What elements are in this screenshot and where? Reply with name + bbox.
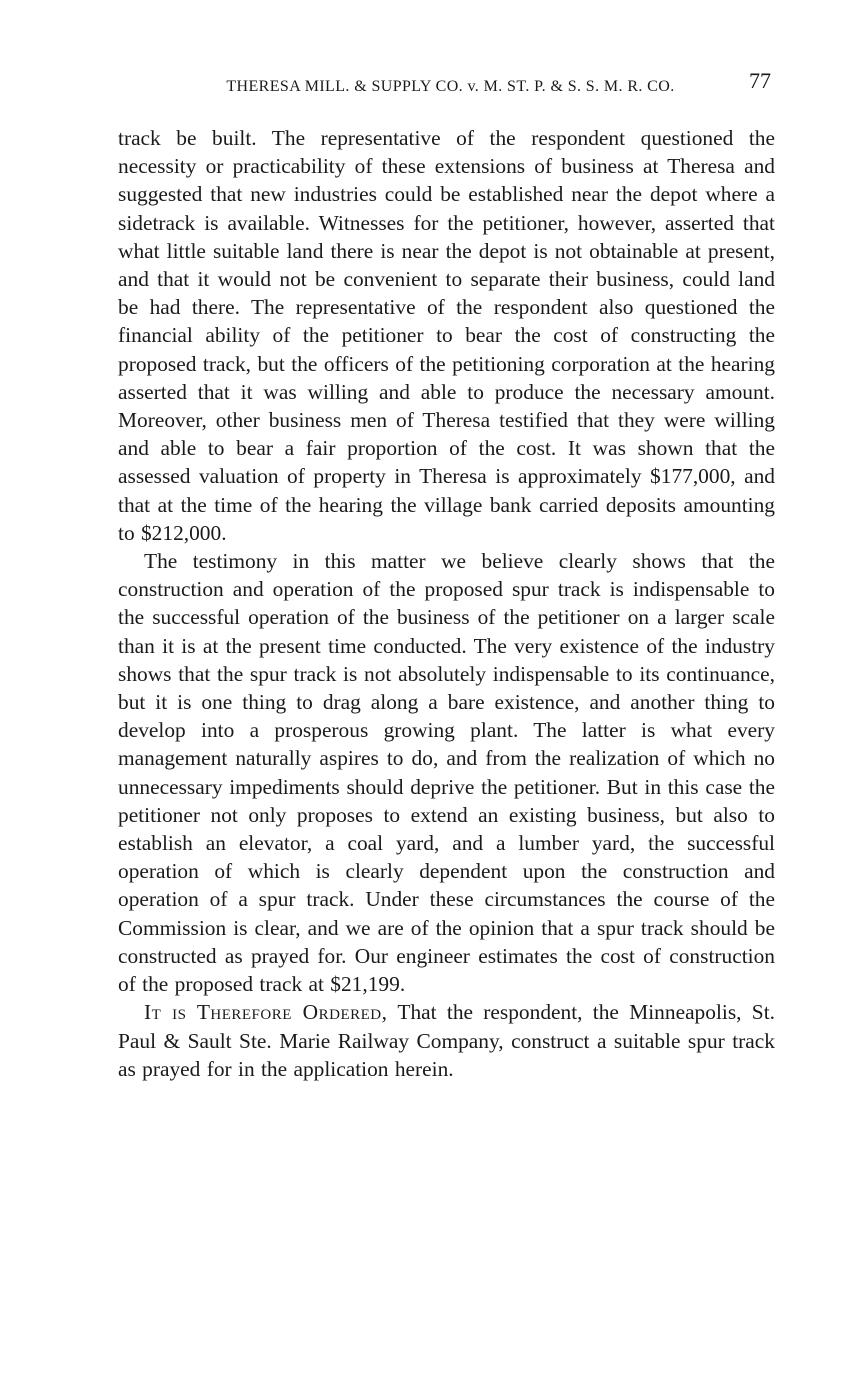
running-head-title: THERESA MILL. & SUPPLY CO. v. M. ST. P. & S. S. M. R. CO. xyxy=(226,78,675,95)
paragraph-continued: track be built. The representative of the respondent questioned the necessity or practicability of these extensions of business at Theresa and suggested that new industries could be established near the depot where a sidetrack is available. Witnesses for the petitioner, however, asserted that what little suitable land there is near the depot is not obtainable at present, and that it would not be convenient to separate their business, could land be had there. The representative of the respondent also questioned the financial ability of the petitioner to bear the cost of constructing the proposed track, but the officers of the petitioning corporation at the hearing asserted that it was willing and able to produce the necessary amount. Moreover, other business men of Theresa testified that they were willing and able to bear a fair proportion of the cost. It was shown that the assessed valuation of property in Theresa is approximately $177,000, and that at the time of the hearing the village bank carried deposits amounting to $212,000. xyxy=(118,126,775,545)
running-head xyxy=(118,68,775,98)
paragraph-testimony: The testimony in this matter we believe clearly shows that the construction and operation of the proposed spur track is indispensable to the successful operation of the business of the petitioner on a larger scale than it is at the present time conducted. The very existence of the industry shows that the spur track is not absolutely indispensable to its continuance, but it is one thing to drag along a bare existence, and another thing to develop into a prosperous growing plant. The latter is what every management naturally aspires to do, and from the realization of which no unnecessary impediments should deprive the petitioner. But in this case the petitioner not only proposes to extend an existing business, but also to establish an elevator, a coal yard, and a lumber yard, the successful operation of which is clearly dependent upon the construction and operation of a spur track. Under these circumstances the course of the Commission is clear, and we are of the opinion that a spur track should be constructed as prayed for. Our engineer estimates the cost of construction of the proposed track at $21,199. xyxy=(118,549,775,997)
order-text: That the respondent, the Minneapolis, St. Paul & Sault Ste. Marie Railway Company, construct a suitable spur track as prayed for in the application herein. xyxy=(118,1000,775,1081)
paragraph-order xyxy=(118,998,775,1083)
page-content xyxy=(118,68,775,1083)
page-number: 77 xyxy=(749,68,771,93)
order-lead: It is Therefore Ordered, xyxy=(144,1000,388,1025)
